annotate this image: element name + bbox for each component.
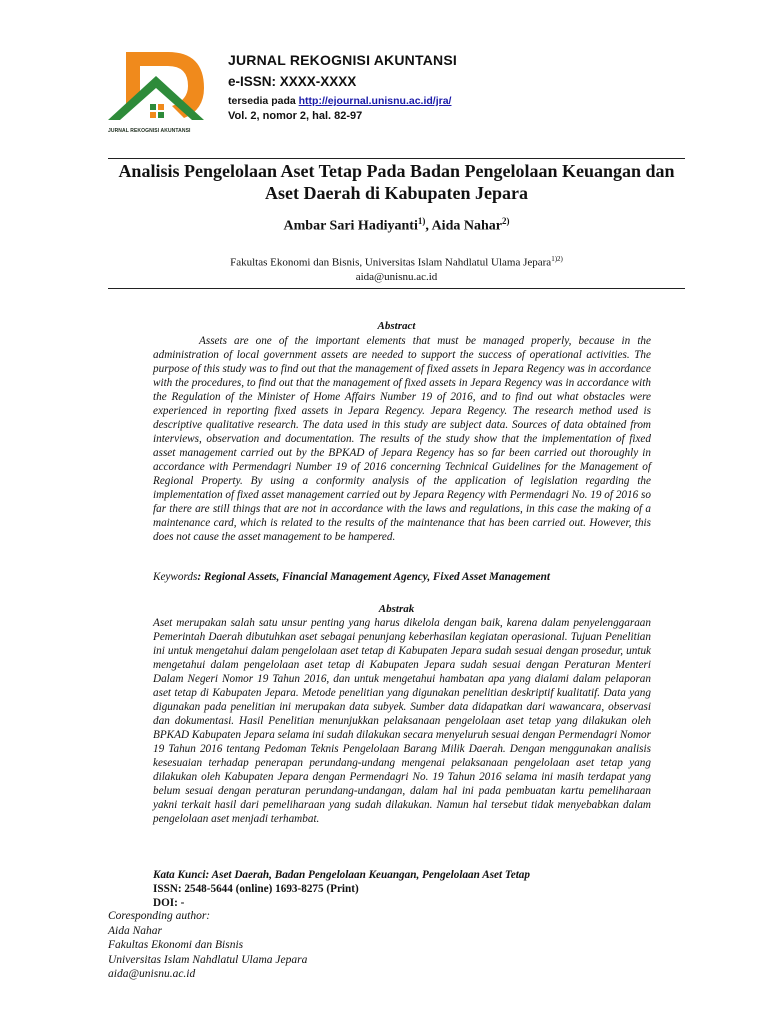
logo-window	[150, 112, 156, 118]
affiliation-line	[108, 252, 685, 270]
author-email: aida@unisnu.ac.id	[355, 270, 438, 283]
logo-window	[158, 112, 164, 118]
doi-line: DOI: -	[153, 897, 185, 909]
abstrak-meta	[153, 868, 530, 910]
logo-window	[150, 104, 156, 110]
journal-header	[228, 52, 457, 122]
keywords-values: : Regional Assets, Financial Management Agency, Fixed Asset Management	[197, 571, 550, 583]
keywords-line	[153, 571, 651, 583]
author-superscript: 1)	[417, 216, 426, 226]
logo-window	[158, 104, 164, 110]
journal-availability	[228, 95, 457, 107]
corresponding-email: aida@unisnu.ac.id	[108, 968, 196, 980]
abstract-paragraph: Assets are one of the important elements that must be managed properly, because in the administration of local government assets are needed to support the success of operational activities. The purpose of this study was to find out that the management of fixed assets in Jepara Regency was in accordance with the procedures, to find out that the management of fixed assets in Jepara Regency was in accordance with the Regulation of the Minister of Home Affairs Number 19 of 2016, and to find out what obstacles were experienced in reporting fixed assets in Jepara Regency. Jepara Regency. The research method used is descriptive qualitative research. The data used in this study are subject data. Sources of data obtained from interviews, observation and documentation. The results of the study show that the implementation of fixed asset management carried out by the BPKAD of Jepara Regency has so far been carried out thoroughly in accordance with Permendagri Number 19 of 2016 concerning Technical Guidelines for the Management of Regional Property. By using a conformity analysis of the application of legislation regarding the implementation of fixed asset management carried out by Jepara Regency with Permendagri No. 19 of 2016 so far there are still things that are not in accordance with the laws and regulations, in this case the making of a maintenance card, which is related to the results of the maintenance that has been carried out. However, this does not cause the asset management to be hampered.	[153, 335, 651, 543]
abstrak-paragraph: Aset merupakan salah satu unsur penting yang harus dikelola dengan baik, karena dalam penyelenggaraan Pemerintah Daerah dibutuhkan aset sebagai penunjang keberhasilan kegiatan operasional. Tujuan Penelitian ini untuk mengetahui dalam pengelolaan aset tetap di Kabupaten Jepara sudah sesuai dengan prosedur, untuk mengetahui dalam pengelolaan aset tetap di Kabupaten Jepara sudah sesuai dengan Peraturan Menteri Dalam Negeri Nomor 19 Tahun 2016, dan untuk mengetahui hambatan apa yang dialami dalam pelaporan aset tetap di Kabupaten Jepara. Metode penelitian yang digunakan penelitian deskriptif kualitatif. Data yang digunakan pada penelitian ini merupakan data subyek. Sumber data didapatkan dari wawancara, observasi dan dokumentasi. Hasil Penelitian menunjukkan pelaksanaan pengelolaan aset tetap yang dilakukan oleh BPKAD Kabupaten Jepara selama ini sudah dilakukan secara menyeluruh sesuai dengan Permendagri Nomor 19 Tahun 2016 tentang Pedoman Teknis Pengelolaan Barang Milik Daerah. Dengan menggunakan analisis kesesuaian terhadap penerapan perundang-undang mengenai pelaksanaan pengelolaan aset tetap yang dilakukan oleh Kabupaten Jepara dengan Permendagri No. 19 Tahun 2016 selama ini masih terdapat yang belum sesuai dengan peraturan perundang-undangan, dalam hal ini pada pembuatan kartu pemeliharaan yakni terkait hasil dari pemeliharaan yang sudah dilakukan. Namun hal tersebut tidak menyebabkan dalam pengelolaan aset menjadi terhambat.	[153, 617, 651, 825]
abstract-body	[153, 334, 651, 544]
author-name: Aida Nahar	[431, 218, 502, 234]
journal-eissn: e-ISSN: XXXX-XXXX	[228, 74, 357, 89]
kata-kunci-line: Kata Kunci: Aset Daerah, Badan Pengelolaan Keuangan, Pengelolaan Aset Tetap	[153, 869, 530, 881]
issn-line: ISSN: 2548-5644 (online) 1693-8275 (Print)	[153, 883, 359, 895]
author-separator: ,	[425, 218, 432, 234]
affiliation-superscript: 1)2)	[551, 255, 563, 263]
journal-name: JURNAL REKOGNISI AKUNTANSI	[228, 52, 457, 68]
paper-title: Analisis Pengelolaan Aset Tetap Pada Badan Pengelolaan Keuangan dan Aset Daerah di Kabupaten Jepara	[118, 161, 675, 203]
availability-prefix: tersedia pada	[228, 95, 299, 107]
journal-logo	[106, 48, 210, 140]
header-rule	[108, 158, 685, 159]
keywords-label: Keywords	[153, 571, 198, 583]
logo-caption: JURNAL REKOGNISI AKUNTANSI	[108, 128, 191, 134]
journal-volume: Vol. 2, nomor 2, hal. 82-97	[228, 110, 363, 122]
author-superscript: 2)	[501, 216, 510, 226]
abstract-heading: Abstract	[377, 320, 416, 332]
corresponding-university: Universitas Islam Nahdlatul Ulama Jepara	[108, 953, 308, 966]
abstrak-body	[153, 616, 651, 826]
abstrak-heading: Abstrak	[378, 603, 415, 615]
corresponding-author	[108, 909, 307, 982]
corresponding-faculty: Fakultas Ekonomi dan Bisnis	[108, 939, 244, 951]
paper-affiliation	[108, 252, 685, 284]
author-name: Ambar Sari Hadiyanti	[283, 218, 418, 234]
paper-authors	[108, 216, 685, 235]
corresponding-label: Coresponding author:	[108, 910, 211, 922]
corresponding-name: Aida Nahar	[108, 924, 162, 937]
journal-url-link[interactable]: http://ejournal.unisnu.ac.id/jra/	[298, 95, 452, 107]
affiliation-rule	[108, 288, 685, 289]
affiliation-text: Fakultas Ekonomi dan Bisnis, Universitas Islam Nahdlatul Ulama Jepara	[230, 256, 552, 269]
